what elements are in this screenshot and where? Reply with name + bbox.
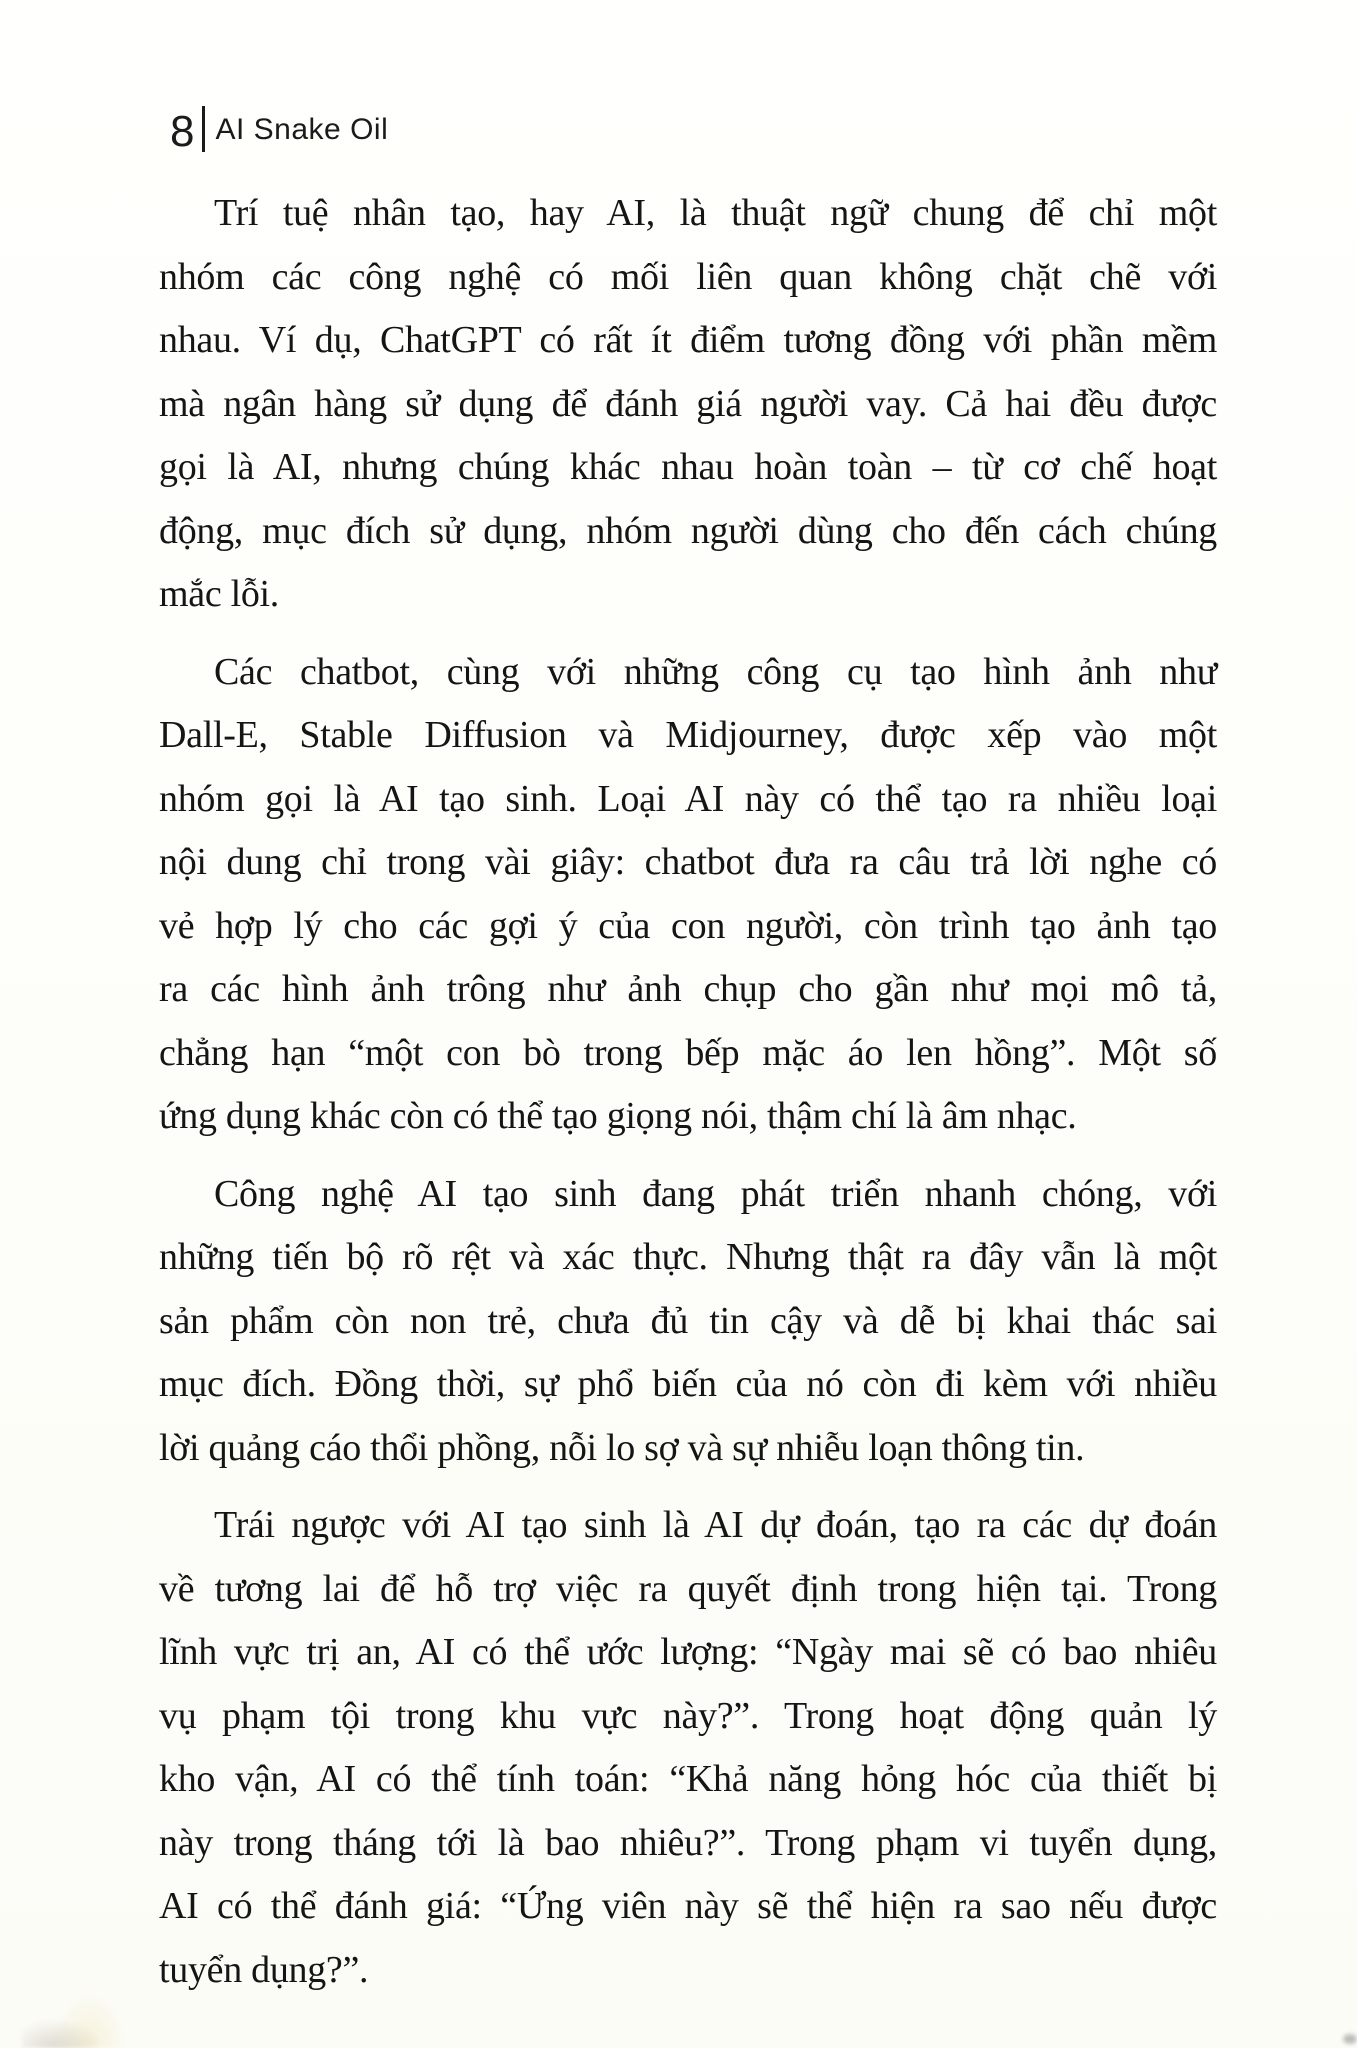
text-line: Các chatbot, cùng với những công cụ tạo hình ảnh như: [214, 650, 1217, 693]
text-line: AI có thể đánh giá: “Ứng viên này sẽ thể hiện ra sao nếu được: [159, 1885, 1217, 1927]
text-line: mục đích. Đồng thời, sự phổ biến của nó còn đi kèm với nhiều: [159, 1363, 1217, 1405]
text-line: nhau. Ví dụ, ChatGPT có rất ít điểm tương đồng với phần mềm: [159, 319, 1217, 361]
text-line: tuyển dụng?”.: [159, 1948, 369, 1991]
text-line: về tương lai để hỗ trợ việc ra quyết định trong hiện tại. Trong: [159, 1567, 1217, 1610]
text-line: sản phẩm còn non trẻ, chưa đủ tin cậy và dễ bị khai thác sai: [159, 1299, 1217, 1342]
paragraph: [159, 1163, 1217, 1481]
text-line: nhóm các công nghệ có mối liên quan không chặt chẽ với: [159, 255, 1217, 298]
paragraph: [159, 182, 1217, 627]
text-line: những tiến bộ rõ rệt và xác thực. Nhưng thật ra đây vẫn là một: [159, 1236, 1217, 1278]
page-header: [170, 107, 389, 156]
text-line: ra các hình ảnh trông như ảnh chụp cho gần như mọi mô tả,: [159, 968, 1217, 1010]
text-line: chẳng hạn “một con bò trong bếp mặc áo len hồng”. Một số: [159, 1031, 1217, 1074]
text-line: nhóm gọi là AI tạo sinh. Loại AI này có thể tạo ra nhiều loại: [159, 777, 1217, 820]
text-line: này trong tháng tới là bao nhiêu?”. Trong phạm vi tuyển dụng,: [159, 1821, 1217, 1864]
text-line: lĩnh vực trị an, AI có thể ước lượng: “Ngày mai sẽ có bao nhiêu: [159, 1631, 1217, 1673]
text-line: mắc lỗi.: [159, 573, 280, 615]
text-line: mà ngân hàng sử dụng để đánh giá người vay. Cả hai đều được: [159, 382, 1217, 425]
page-number: 8: [170, 107, 195, 156]
text-line: vụ phạm tội trong khu vực này?”. Trong hoạt động quản lý: [159, 1694, 1217, 1737]
text-line: Trái ngược với AI tạo sinh là AI dự đoán, tạo ra các dự đoán: [214, 1504, 1217, 1546]
text-line: ứng dụng khác còn có thể tạo giọng nói, thậm chí là âm nhạc.: [159, 1095, 1077, 1137]
text-line: vẻ hợp lý cho các gợi ý của con người, còn trình tạo ảnh tạo: [159, 904, 1217, 947]
text-line: nội dung chỉ trong vài giây: chatbot đưa ra câu trả lời nghe có: [159, 841, 1217, 883]
scan-smudge: [1343, 2034, 1357, 2044]
scan-smudge: [22, 2018, 102, 2048]
text-line: gọi là AI, nhưng chúng khác nhau hoàn toàn – từ cơ chế hoạt: [159, 446, 1217, 488]
page-body: [159, 182, 1217, 2016]
paragraph: [159, 1494, 1217, 2002]
book-title: AI Snake Oil: [215, 113, 389, 146]
paragraph: [159, 641, 1217, 1149]
scan-smudge: [55, 1993, 125, 2048]
text-line: Công nghệ AI tạo sinh đang phát triển nhanh chóng, với: [214, 1172, 1217, 1215]
text-line: kho vận, AI có thể tính toán: “Khả năng hỏng hóc của thiết bị: [159, 1758, 1217, 1800]
text-line: Trí tuệ nhân tạo, hay AI, là thuật ngữ chung để chỉ một: [214, 192, 1217, 234]
text-line: động, mục đích sử dụng, nhóm người dùng cho đến cách chúng: [159, 509, 1217, 552]
text-line: Dall-E, Stable Diffusion và Midjourney, được xếp vào một: [159, 714, 1217, 756]
text-line: lời quảng cáo thổi phồng, nỗi lo sợ và sự nhiễu loạn thông tin.: [159, 1426, 1085, 1469]
header-separator-bar: [202, 106, 205, 152]
